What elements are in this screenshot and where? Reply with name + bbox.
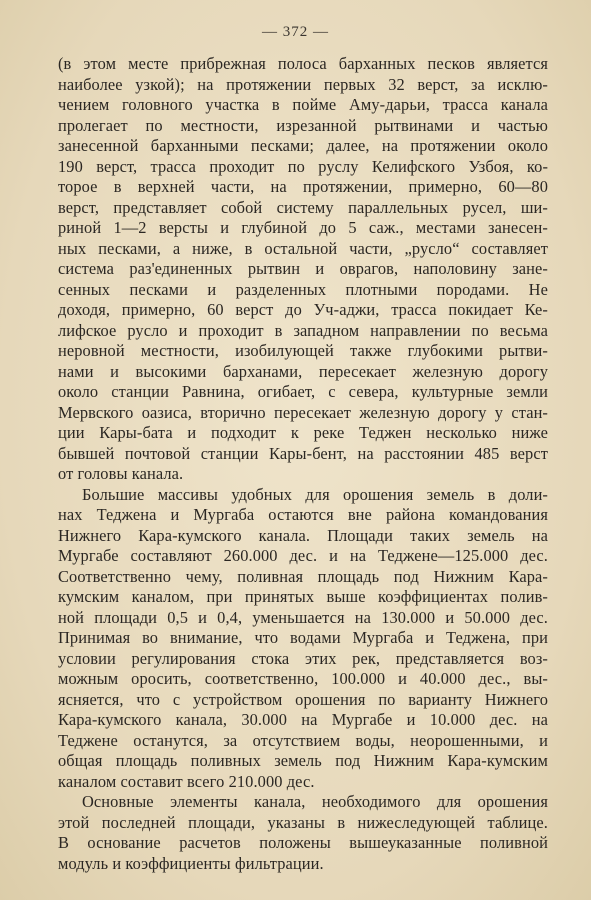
text-line: система раз'единенных рытвин и оврагов, наполовину зане-: [58, 259, 548, 278]
text-line: чением головного участка в пойме Аму-дарьи, трасса канала: [58, 95, 548, 114]
text-line: наиболее узкой); на протяжении первых 32 верст, за исклю-: [58, 74, 548, 94]
text-line: Принимая во внимание, что водами Мургаба и Теджена, при: [58, 628, 548, 647]
text-line: нах Теджена и Мургаба остаются вне района командования: [58, 505, 548, 524]
text-line: В основание расчетов положены вышеуказанные поливной: [58, 833, 548, 852]
text-line: риной 1—2 версты и глубиной до 5 саж., местами занесен-: [58, 218, 548, 237]
body-text: [58, 54, 548, 874]
text-line: Мервского оазиса, вторично пересекает железную дорогу у стан-: [58, 402, 548, 422]
text-line: Нижнего Кара-кумского канала. Площади таких земель на: [58, 525, 548, 545]
text-line: ных песками, а ниже, в остальной части, „русло“ составляет: [58, 238, 548, 258]
text-line: около станции Равнина, огибает, с севера, культурные земли: [58, 382, 548, 401]
text-line: неровной местности, изобилующей также глубокими рытви-: [58, 341, 548, 360]
text-line: Большие массивы удобных для орошения земель в доли-: [82, 484, 548, 504]
text-line: верст, представляет собой систему параллельных русел, ши-: [58, 197, 548, 217]
text-line: Кара-кумского канала, 30.000 на Мургабе и 10.000 дес. на: [58, 710, 548, 729]
text-line: этой последней площади, указаны в нижеследующей таблице.: [58, 812, 548, 832]
paragraph-2: [58, 485, 548, 793]
text-line: занесенной барханными песками; далее, на протяжении около: [58, 136, 548, 155]
text-line: нами и высокими барханами, пересекает железную дорогу: [58, 361, 548, 381]
text-line: можным оросить, соответственно, 100.000 и 40.000 дес., вы-: [58, 669, 548, 688]
text-line: доходя, примерно, 60 верст до Уч-аджи, трасса покидает Ке-: [58, 300, 548, 319]
text-line: Мургабе составляют 260.000 дес. и на Теджене—125.000 дес.: [58, 546, 548, 565]
text-line: торое в верхней части, на протяжении, примерно, 60—80: [58, 177, 548, 196]
text-line: Соответственно чему, поливная площадь под Нижним Кара-: [58, 566, 548, 586]
text-line: Теджене останутся, за отсутствием воды, неорошенными, и: [58, 730, 548, 750]
text-line: каналом составит всего 210.000 дес.: [58, 771, 315, 791]
text-line: условии регулирования стока этих рек, представляется воз-: [58, 648, 548, 668]
text-line: ции Кары-бата и подходит к реке Теджен несколько ниже: [58, 423, 548, 442]
text-line: кумским каналом, при принятых выше коэффициентах полив-: [58, 587, 548, 606]
text-line: сенных песками и разделенных плотными породами. Не: [58, 279, 548, 299]
text-line: ясняется, что с устройством орошения по варианту Нижнего: [58, 689, 548, 709]
text-line: (в этом месте прибрежная полоса барханных песков является: [58, 54, 548, 73]
text-line: бывшей почтовой станции Кары-бент, на расстоянии 485 верст: [58, 443, 548, 463]
text-line: 190 верст, трасса проходит по руслу Келифского Узбоя, ко-: [58, 156, 548, 176]
text-line: модуль и коэффициенты фильтрации.: [58, 853, 324, 873]
text-line: лифское русло и проходит в западном направлении по весьма: [58, 320, 548, 340]
page-number: — 372 —: [262, 24, 329, 40]
text-line: пролегает по местности, изрезанной рытвинами и частью: [58, 115, 548, 135]
text-line: общая площадь поливных земель под Нижним Кара-кумским: [58, 751, 548, 770]
text-line: Основные элементы канала, необходимого для орошения: [82, 792, 548, 811]
paragraph-1: [58, 54, 548, 485]
text-line: ной площади 0,5 и 0,4, уменьшается на 130.000 и 50.000 дес.: [58, 607, 548, 627]
text-line: от головы канала.: [58, 464, 184, 483]
paragraph-3: [58, 792, 548, 874]
